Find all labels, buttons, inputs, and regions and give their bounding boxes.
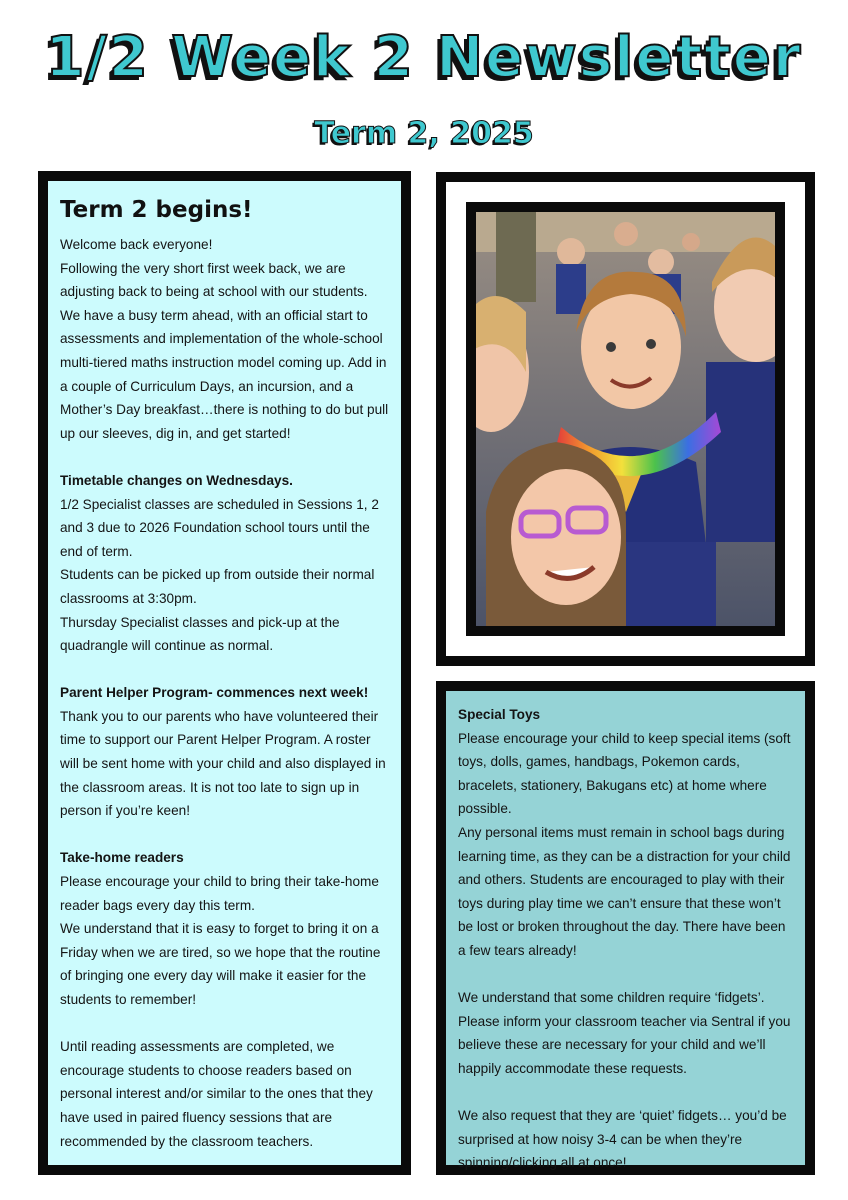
term-begins-heading: Term 2 begins! (60, 197, 253, 223)
fidgets-paragraph: We understand that some children require ‘fidgets’. Please inform your classroom teacher via Sentral if you believe these are necessary for your child and we’ll happily accommodate these requests. (458, 990, 791, 1076)
special-toys-panel (436, 681, 815, 1175)
readers-line: Please encourage your child to bring their take-home reader bags every day this term. (60, 874, 379, 913)
spacer (458, 963, 793, 987)
newsletter-subtitle: Term 2, 2025 (314, 116, 534, 151)
spacer (60, 823, 389, 847)
timetable-line: 1/2 Specialist classes are scheduled in Sessions 1, 2 and 3 due to 2026 Foundation school tours until the end of term. (60, 496, 379, 559)
readers-title: Take-home readers (60, 850, 184, 866)
special-toys-title: Special Toys (458, 707, 541, 722)
parent-helper-text: Thank you to our parents who have volunteered their time to support our Parent Helper Program. A roster will be sent home with your child and also displayed in the classroom areas. It is not too late to sign up in person if you’re keen! (60, 708, 386, 819)
spacer (60, 658, 389, 682)
readers-heading (60, 846, 389, 870)
spacer (458, 1081, 793, 1105)
timetable-title: Timetable changes on Wednesdays. (60, 472, 293, 488)
timetable-line: Thursday Specialist classes and pick-up at the quadrangle will continue as normal. (60, 614, 340, 654)
intro-adjusting: Following the very short first week back, we are adjusting back to being at school with our students. (60, 260, 368, 300)
parent-helper-heading (60, 681, 389, 705)
timetable-line: Students can be picked up from outside their normal classrooms at 3:30pm. (60, 567, 375, 606)
readers-line: We understand that it is easy to forget to bring it on a Friday when we are tired, so we hope that the routine of bringing one every day will make it easier for the students to remember! (60, 921, 381, 1007)
students-photo-illustration (476, 212, 775, 626)
students-photo (466, 202, 785, 636)
intro-busy-term: We have a busy term ahead, with an official start to assessments and implementation of the whole-school multi-tiered maths instruction model coming up. Add in a couple of Curriculum Days, an incursion, and a Mother’s Day breakfast…there is nothing to do but pull up our sleeves, dig in, and get started! (60, 307, 389, 441)
spacer (60, 445, 389, 469)
readers-closing: Until reading assessments are completed, we encourage students to choose readers based on personal interest and/or similar to the ones that they have used in paired fluency sessions that are recommended by the classroom teachers. (60, 1039, 373, 1149)
photo-frame (436, 172, 815, 666)
term-begins-panel (38, 171, 411, 1175)
spacer (60, 1012, 389, 1036)
quiet-fidgets-paragraph: We also request that they are ‘quiet’ fidgets… you’d be surprised at how noisy 3-4 can be when they’re spinning/clicking all at once! (458, 1108, 787, 1171)
timetable-heading (60, 469, 389, 493)
special-toys-heading (458, 703, 793, 727)
parent-helper-title: Parent Helper Program- commences next week! (60, 685, 369, 701)
newsletter-title: 1/2 Week 2 Newsletter (45, 25, 803, 90)
special-toys-paragraph: Any personal items must remain in school bags during learning time, as they can be a distraction for your child and others. Students are encouraged to play with their toys during play time we can’t ensure that these won’t be lost or broken throughout the day. There have been a few tears already! (458, 824, 791, 958)
intro-welcome: Welcome back everyone! (60, 237, 213, 252)
special-toys-paragraph: Please encourage your child to keep special items (soft toys, dolls, games, handbags, Pokemon cards, bracelets, stationery, Bakugans etc) at home where possible. (458, 730, 791, 817)
